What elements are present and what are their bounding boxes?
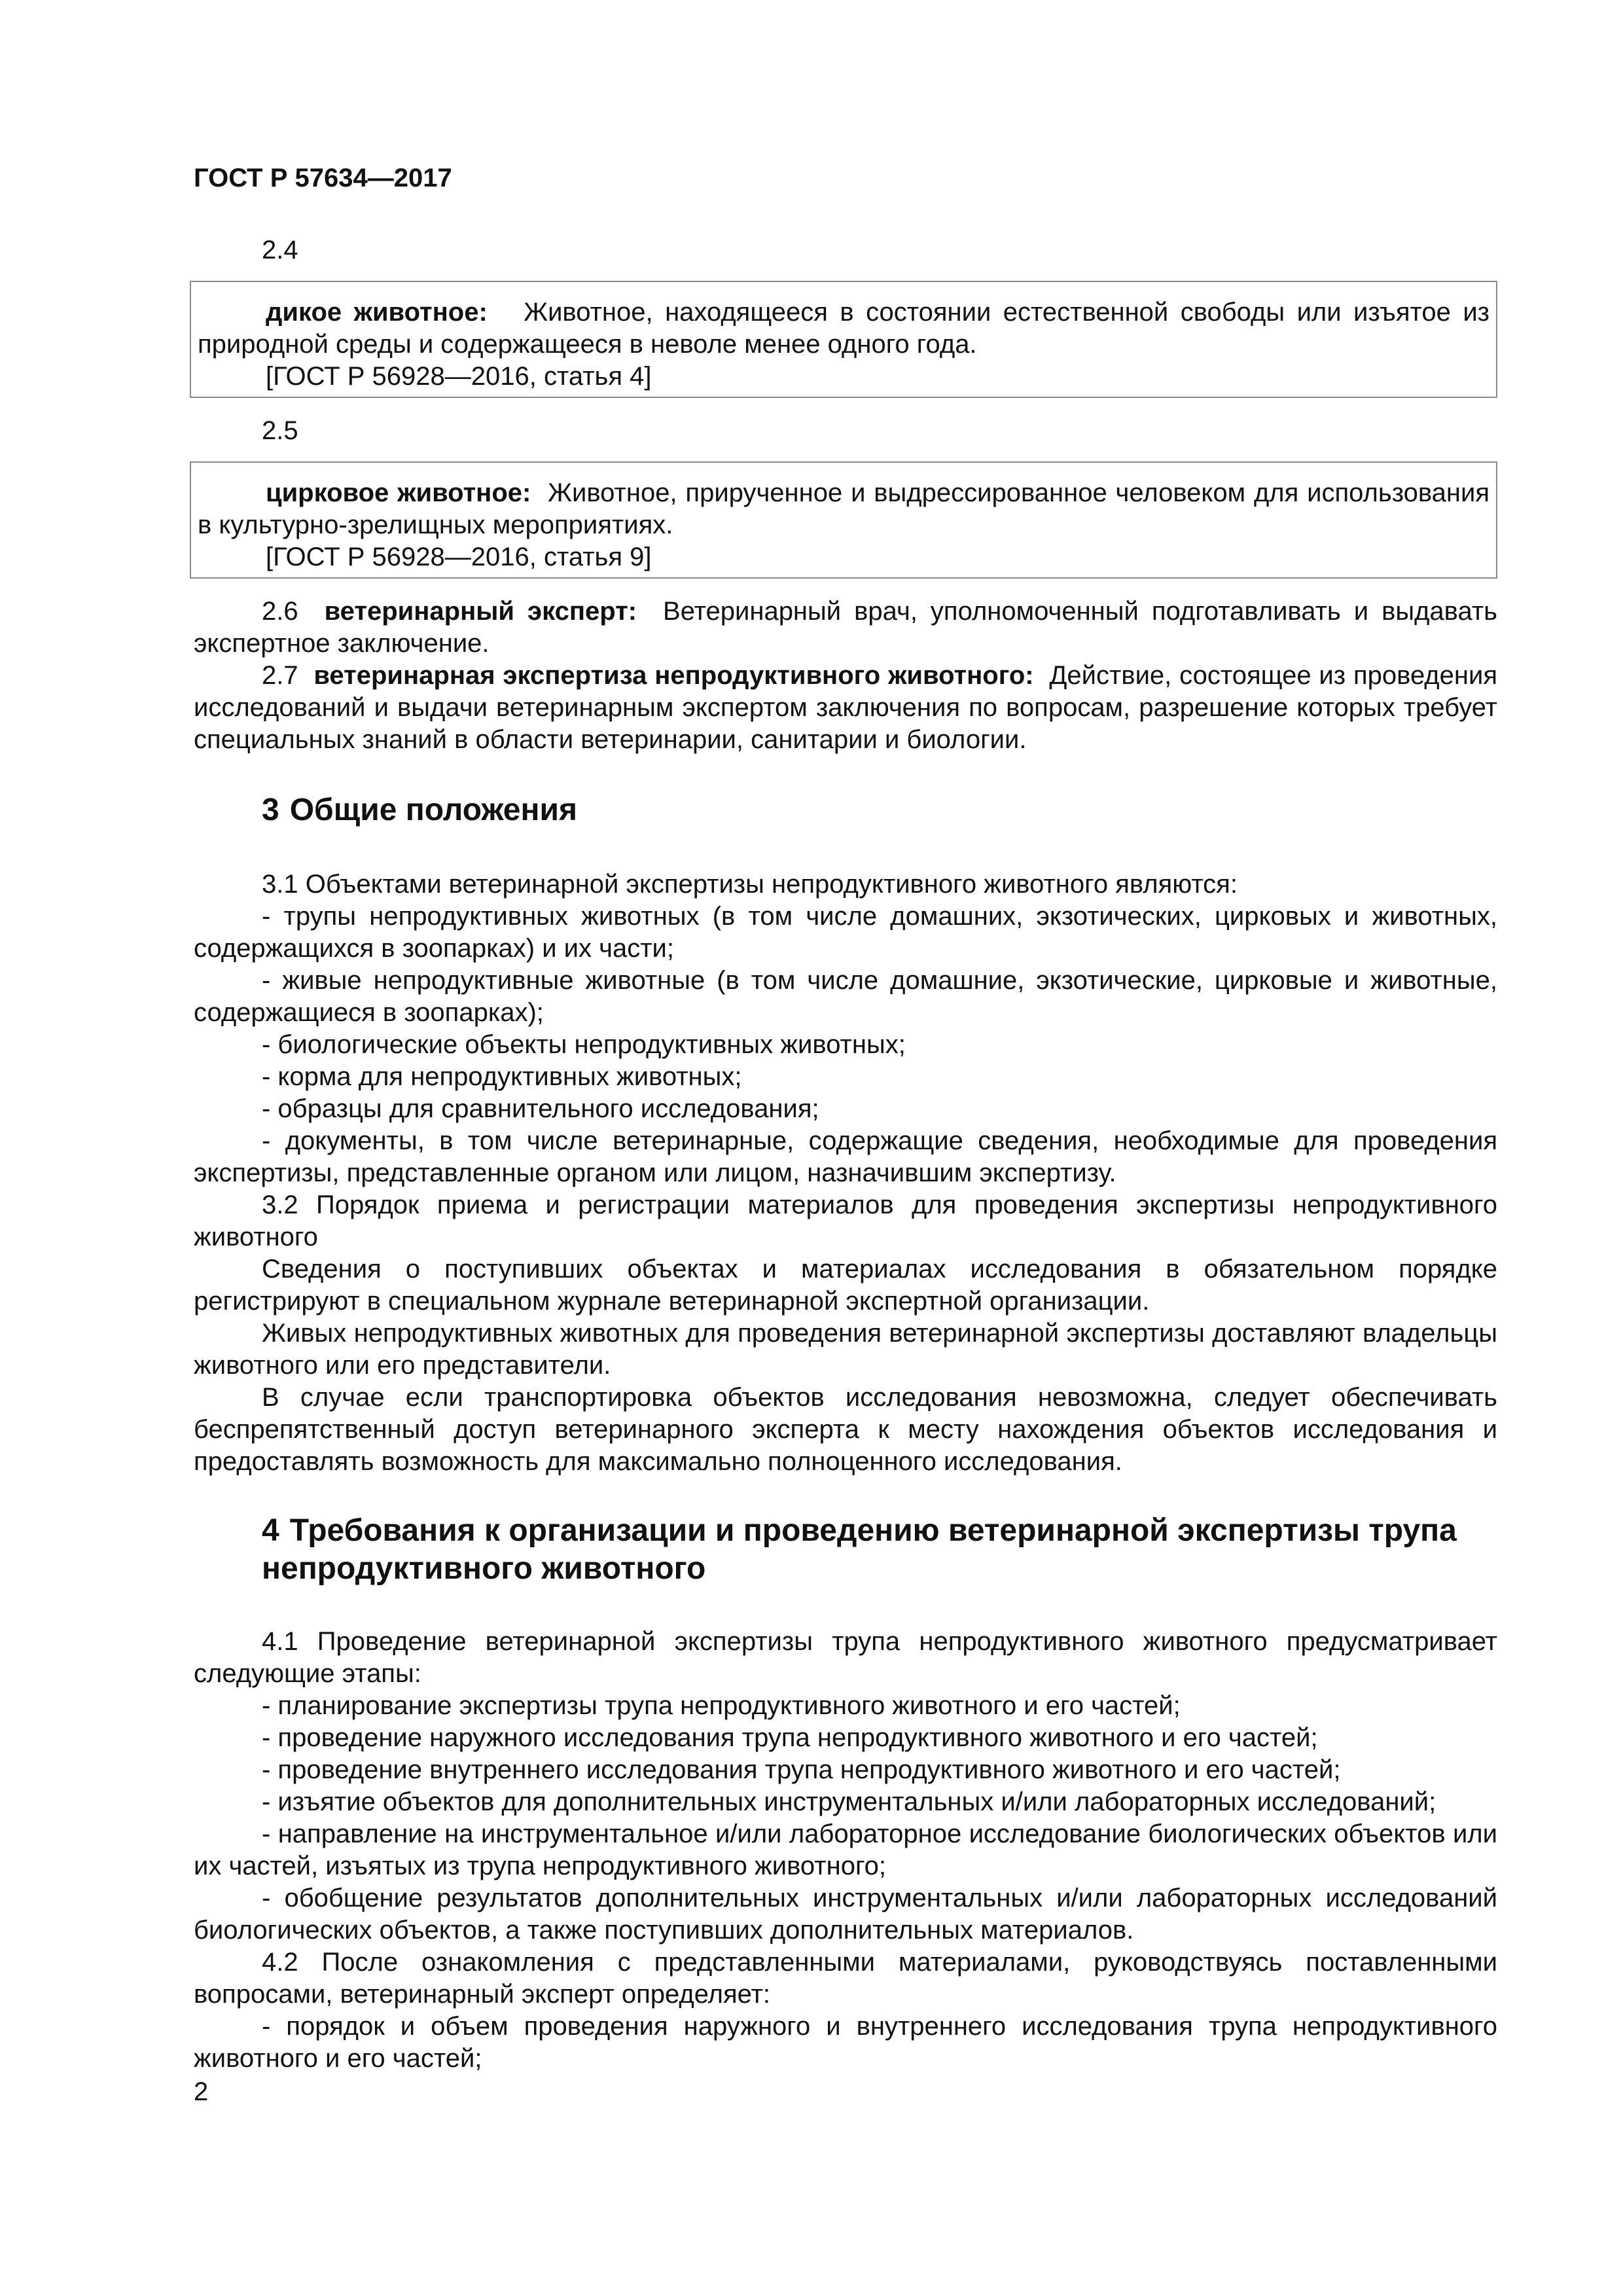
term-text: Животное, прирученное и выдрессированное человеком для использования в культурно-зрелищных мероприятиях. bbox=[198, 478, 1489, 539]
definition-text: Ветеринарный врач, уполномоченный подготавливать и выдавать экспертное заключение. bbox=[194, 597, 1497, 658]
term-box bbox=[190, 461, 1497, 579]
term-reference: [ГОСТ Р 56928—2016, статья 4] bbox=[266, 362, 652, 391]
list-item: - порядок и объем проведения наружного и внутреннего исследования трупа непродуктивного животного и его частей; bbox=[194, 2012, 1497, 2073]
list-item: - живые непродуктивные животные (в том числе домашние, экзотические, цирковые и животные, содержащиеся в зоопарках); bbox=[194, 966, 1497, 1027]
definition-term: ветеринарный эксперт: bbox=[324, 597, 637, 626]
section-title: Требования к организации и проведению ветеринарной экспертизы трупа непродуктивного животного bbox=[262, 1513, 1457, 1586]
list-item: - проведение внутреннего исследования трупа непродуктивного животного и его частей; bbox=[262, 1755, 1341, 1784]
document-page bbox=[194, 162, 1497, 2075]
document-header: ГОСТ Р 57634—2017 bbox=[194, 164, 452, 192]
section-heading bbox=[194, 791, 1497, 829]
section-heading bbox=[194, 1512, 1497, 1588]
term-text: Животное, находящееся в состоянии естественной свободы или изъятое из природной среды и содержащееся в неволе менее одного года. bbox=[198, 298, 1490, 359]
paragraph: 3.2 Порядок приема и регистрации материалов для проведения экспертизы непродуктивного животного bbox=[194, 1191, 1497, 1251]
list-item: - трупы непродуктивных животных (в том числе домашних, экзотических, цирковых и животных, содержащихся в зоопарках) и их части; bbox=[194, 902, 1497, 963]
list-item: - биологические объекты непродуктивных животных; bbox=[262, 1030, 906, 1059]
section-title: Общие положения bbox=[289, 793, 577, 827]
paragraph: 4.1 Проведение ветеринарной экспертизы трупа непродуктивного животного предусматривает следующие этапы: bbox=[194, 1627, 1497, 1688]
term-number: 2.4 bbox=[262, 236, 298, 264]
definition-number: 2.7 bbox=[262, 661, 298, 690]
term-reference: [ГОСТ Р 56928—2016, статья 9] bbox=[266, 543, 652, 571]
definition-paragraph bbox=[194, 596, 1497, 660]
term-name: цирковое животное: bbox=[266, 478, 531, 507]
term-definition bbox=[198, 477, 1489, 541]
list-item: - документы, в том числе ветеринарные, содержащие сведения, необходимые для проведения экспертизы, представленные органом или лицом, назначившим экспертизу. bbox=[194, 1126, 1497, 1187]
paragraph: 3.1 Объектами ветеринарной экспертизы непродуктивного животного являются: bbox=[262, 870, 1238, 899]
definition-term: ветеринарная экспертиза непродуктивного животного: bbox=[313, 661, 1034, 690]
list-item: - корма для непродуктивных животных; bbox=[262, 1062, 742, 1091]
definition-number: 2.6 bbox=[262, 597, 298, 626]
term-box bbox=[190, 281, 1497, 398]
list-item: - образцы для сравнительного исследования; bbox=[262, 1094, 819, 1123]
term-number: 2.5 bbox=[262, 416, 298, 445]
paragraph: 4.2 После ознакомления с представленными материалами, руководствуясь поставленными вопросами, ветеринарный эксперт определяет: bbox=[194, 1948, 1497, 2009]
list-item: - проведение наружного исследования трупа непродуктивного животного и его частей; bbox=[262, 1723, 1318, 1752]
term-name: дикое животное: bbox=[266, 298, 488, 327]
term-definition bbox=[198, 296, 1489, 361]
list-item: - планирование экспертизы трупа непродуктивного животного и его частей; bbox=[262, 1691, 1181, 1720]
section-number: 4 bbox=[262, 1513, 279, 1548]
definition-paragraph bbox=[194, 660, 1497, 756]
list-item: - направление на инструментальное и/или лабораторное исследование биологических объектов или их частей, изъятых из трупа непродуктивного животного; bbox=[194, 1820, 1497, 1880]
paragraph: Живых непродуктивных животных для проведения ветеринарной экспертизы доставляют владельцы животного или его представители. bbox=[194, 1319, 1497, 1380]
section-number: 3 bbox=[262, 793, 279, 827]
list-item: - обобщение результатов дополнительных инструментальных и/или лабораторных исследований биологических объектов, а также поступивших дополнительных материалов. bbox=[194, 1884, 1497, 1945]
paragraph: В случае если транспортировка объектов исследования невозможна, следует обеспечивать беспрепятственный доступ ветеринарного эксперта к месту нахождения объектов исследования и предоставлять возможность для максимально полноценного исследования. bbox=[194, 1383, 1497, 1476]
definition-text: Действие, состоящее из проведения исследований и выдачи ветеринарным экспертом заключения по вопросам, разрешение которых требует специальных знаний в области ветеринарии, санитарии и биологии. bbox=[194, 661, 1497, 754]
page-number: 2 bbox=[194, 2077, 209, 2106]
paragraph: Сведения о поступивших объектах и материалах исследования в обязательном порядке регистрируют в специальном журнале ветеринарной экспертной организации. bbox=[194, 1255, 1497, 1316]
list-item: - изъятие объектов для дополнительных инструментальных и/или лабораторных исследований; bbox=[262, 1787, 1436, 1816]
